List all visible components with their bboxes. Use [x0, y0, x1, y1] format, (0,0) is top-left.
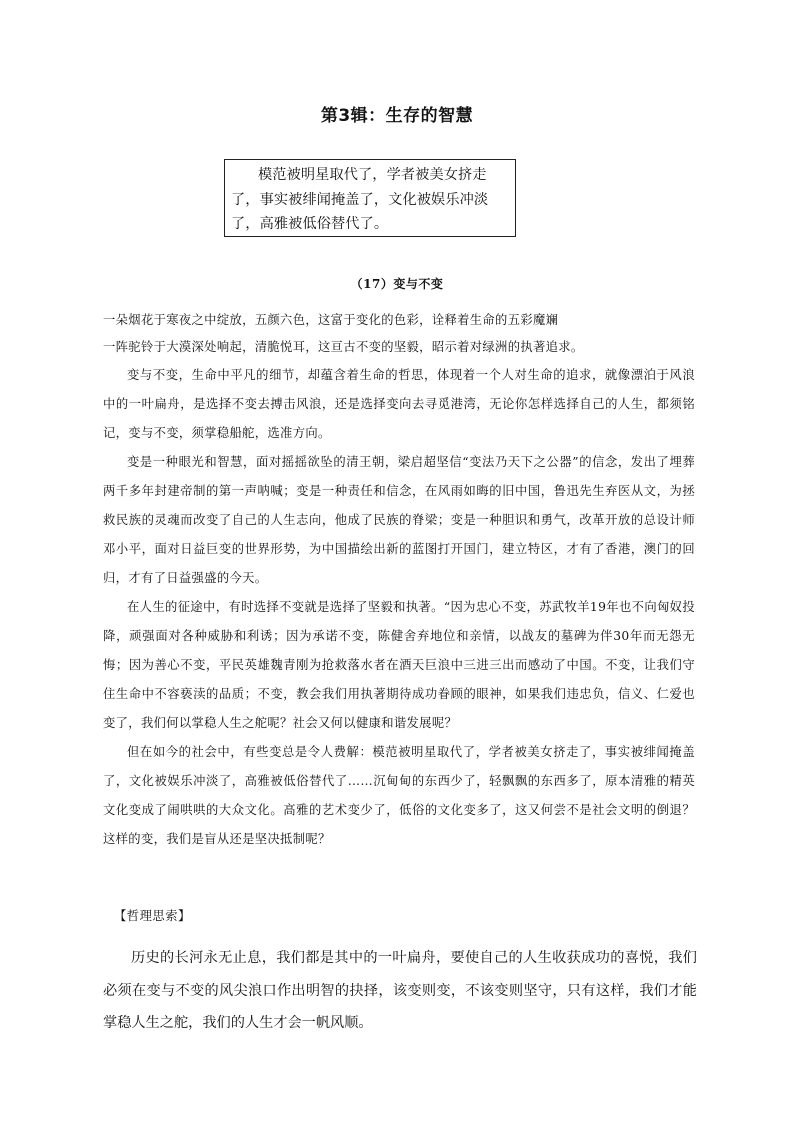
- reflection-heading: 【哲理思索】: [114, 909, 191, 923]
- lead-line: 一阵驼铃于大漠深处响起，清脆悦耳，这亘古不变的坚毅，昭示着对绿洲的执著追求。: [103, 340, 584, 354]
- body-paragraph: 变是一种眼光和智慧，面对摇摇欲坠的清王朝，梁启超坚信“变法乃天下之公器”的信念，发出了埋葬两千多年封建帝制的第一声呐喊；变是一种责任和信念，在风雨如晦的旧中国，鲁迅先生弃医从文，为拯救民族的灵魂而改变了自己的人生志向，他成了民族的脊梁；变是一种胆识和勇气，改革开放的总设计师邓小平，面对日益巨变的世界形势，为中国描绘出新的蓝图打开国门，建立特区，才有了香港，澳门的回归，才有了日益强盛的今天。: [103, 455, 695, 585]
- body-paragraph: 在人生的征途中，有时选择不变就是选择了坚毅和执著。“因为忠心不变，苏武牧羊19年也不向匈奴投降，顽强面对各种威胁和利诱；因为承诺不变，陈健舍弃地位和亲情，以战友的墓碑为伴30年而无怨无悔；因为善心不变，平民英雄魏青刚为抢救落水者在酒天巨浪中三进三出而感动了中国。不变，让我们守住生命中不容亵渎的品质；不变，教会我们用执著期待成功眷顾的眼神，如果我们违忠负，信义、仁爱也变了，我们何以掌稳人生之舵呢？社会又何以健康和谐发展呢？: [103, 600, 695, 730]
- reflection-text: 历史的长河永无止息，我们都是其中的一叶扁舟，要使自己的人生收获成功的喜悦，我们必须在变与不变的风尖浪口作出明智的抉择，该变则变，不该变则坚守，只有这样，我们才能掌稳人生之舵，我们的人生才会一帆风顺。: [103, 950, 697, 1031]
- lead-line: 一朵烟花于寒夜之中绽放，五颜六色，这富于变化的色彩，诠释着生命的五彩魔斓: [103, 313, 559, 327]
- body-paragraph: 但在如今的社会中，有些变总是令人费解：模范被明星取代了，学者被美女挤走了，事实被绯闻掩盖了，文化被娱乐冲淡了，高雅被低俗替代了……沉甸甸的东西少了，轻飘飘的东西多了，原本清雅的精英文化变成了闹哄哄的大众文化。高雅的艺术变少了，低俗的文化变多了，这又何尝不是社会文明的倒退？这样的变，我们是盲从还是坚决抵制呢？: [103, 745, 695, 846]
- article-subtitle: （17）变与不变: [350, 277, 444, 291]
- article-body: [103, 307, 695, 854]
- quote-box: 模范被明星取代了，学者被美女挤走了，事实被绯闻掩盖了，文化被娱乐冲淡了，高雅被低俗替代了。: [224, 159, 516, 237]
- page-title: 第3辑：生存的智慧: [320, 106, 474, 126]
- body-paragraph: 变与不变，生命中平凡的细节，却蕴含着生命的哲思，体现着一个人对生命的追求，就像漂泊于风浪中的一叶扁舟，是选择不变去搏击风浪，还是选择变向去寻觅港湾，无论你怎样选择自己的人生，都须铭记，变与不变，须掌稳船舵，选准方向。: [103, 368, 695, 440]
